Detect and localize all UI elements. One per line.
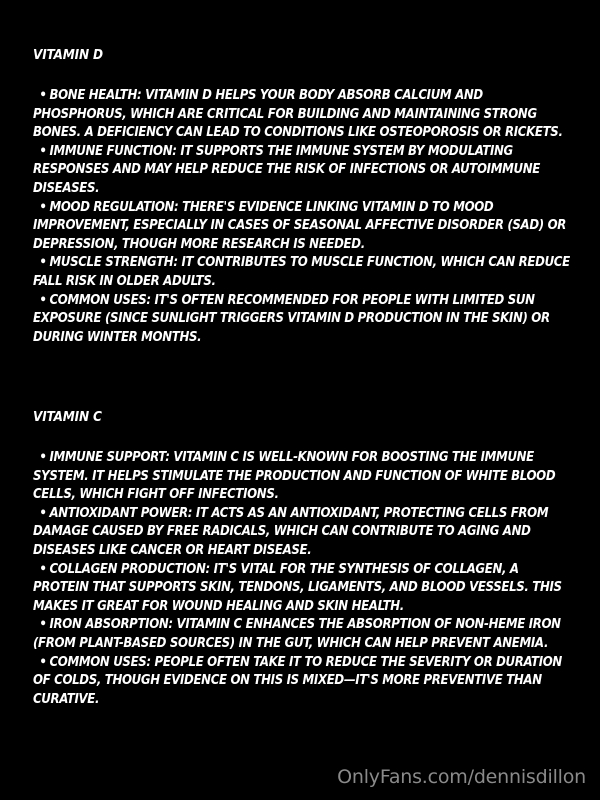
section-title: VITAMIN C bbox=[33, 409, 102, 425]
list-item bbox=[33, 448, 576, 504]
section-title: VITAMIN D bbox=[33, 47, 103, 63]
bullet-icon: • bbox=[39, 653, 47, 670]
list-item-text: IRON ABSORPTION: VITAMIN C ENHANCES THE ABSORPTION OF NON-HEME IRON (FROM PLANT-BASED SOURCES) IN THE GUT, WHICH CAN HELP PREVENT ANEMIA. bbox=[33, 616, 561, 651]
bullet-icon: • bbox=[39, 560, 47, 577]
section-vitamin-d bbox=[33, 46, 578, 346]
list-item-text: COLLAGEN PRODUCTION: IT'S VITAL FOR THE SYNTHESIS OF COLLAGEN, A PROTEIN THAT SUPPORTS SKIN, TENDONS, LIGAMENTS, AND BLOOD VESSELS. THIS MAKES IT GREAT FOR WOUND HEALING AND SKIN HEALTH. bbox=[33, 560, 562, 614]
watermark-text: OnlyFans.com/dennisdillon bbox=[337, 766, 586, 788]
bullet-icon: • bbox=[39, 291, 47, 308]
list-item-text: ANTIOXIDANT POWER: IT ACTS AS AN ANTIOXIDANT, PROTECTING CELLS FROM DAMAGE CAUSED BY FREE RADICALS, WHICH CAN CONTRIBUTE TO AGING AND DISEASES LIKE CANCER OR HEART DISEASE. bbox=[33, 504, 549, 558]
bullet-icon: • bbox=[39, 504, 47, 521]
bullet-icon: • bbox=[39, 254, 47, 271]
bullet-icon: • bbox=[39, 142, 47, 159]
list-item-text: COMMON USES: IT'S OFTEN RECOMMENDED FOR PEOPLE WITH LIMITED SUN EXPOSURE (SINCE SUNLIGHT TRIGGERS VITAMIN D PRODUCTION IN THE SKIN) OR DURING WINTER MONTHS. bbox=[33, 291, 550, 345]
list-item bbox=[33, 504, 576, 560]
list-item bbox=[33, 253, 576, 290]
list-item bbox=[33, 291, 576, 347]
list-item bbox=[33, 142, 576, 198]
list-item-text: IMMUNE SUPPORT: VITAMIN C IS WELL-KNOWN FOR BOOSTING THE IMMUNE SYSTEM. IT HELPS STIMULATE THE PRODUCTION AND FUNCTION OF WHITE BLOOD CELLS, WHICH FIGHT OFF INFECTIONS. bbox=[33, 449, 556, 503]
list-item-text: BONE HEALTH: VITAMIN D HELPS YOUR BODY ABSORB CALCIUM AND PHOSPHORUS, WHICH ARE CRITICAL FOR BUILDING AND MAINTAINING STRONG BONES. A DEFICIENCY CAN LEAD TO CONDITIONS LIKE OSTEOPOROSIS OR RICKETS. bbox=[33, 87, 563, 141]
list-item bbox=[33, 86, 576, 142]
list-item-text: MOOD REGULATION: THERE'S EVIDENCE LINKING VITAMIN D TO MOOD IMPROVEMENT, ESPECIALLY IN CASES OF SEASONAL AFFECTIVE DISORDER (SAD) OR DEPRESSION, THOUGH MORE RESEARCH IS NEEDED. bbox=[33, 198, 566, 252]
list-item bbox=[33, 560, 576, 616]
list-item bbox=[33, 615, 576, 652]
list-item-text: COMMON USES: PEOPLE OFTEN TAKE IT TO REDUCE THE SEVERITY OR DURATION OF COLDS, THOUGH EVIDENCE ON THIS IS MIXED—IT'S MORE PREVENTIVE THAN CURATIVE. bbox=[33, 653, 562, 707]
bullet-icon: • bbox=[39, 198, 47, 215]
list-item bbox=[33, 653, 576, 709]
bullet-icon: • bbox=[39, 616, 47, 633]
list-item-text: MUSCLE STRENGTH: IT CONTRIBUTES TO MUSCLE FUNCTION, WHICH CAN REDUCE FALL RISK IN OLDER ADULTS. bbox=[33, 254, 570, 289]
section-vitamin-c bbox=[33, 408, 578, 708]
list-item-text: IMMUNE FUNCTION: IT SUPPORTS THE IMMUNE SYSTEM BY MODULATING RESPONSES AND MAY HELP REDUCE THE RISK OF INFECTIONS OR AUTOIMMUNE DISEASES. bbox=[33, 142, 540, 196]
list-item bbox=[33, 198, 576, 254]
bullet-icon: • bbox=[39, 87, 47, 103]
bullet-icon: • bbox=[39, 449, 47, 465]
